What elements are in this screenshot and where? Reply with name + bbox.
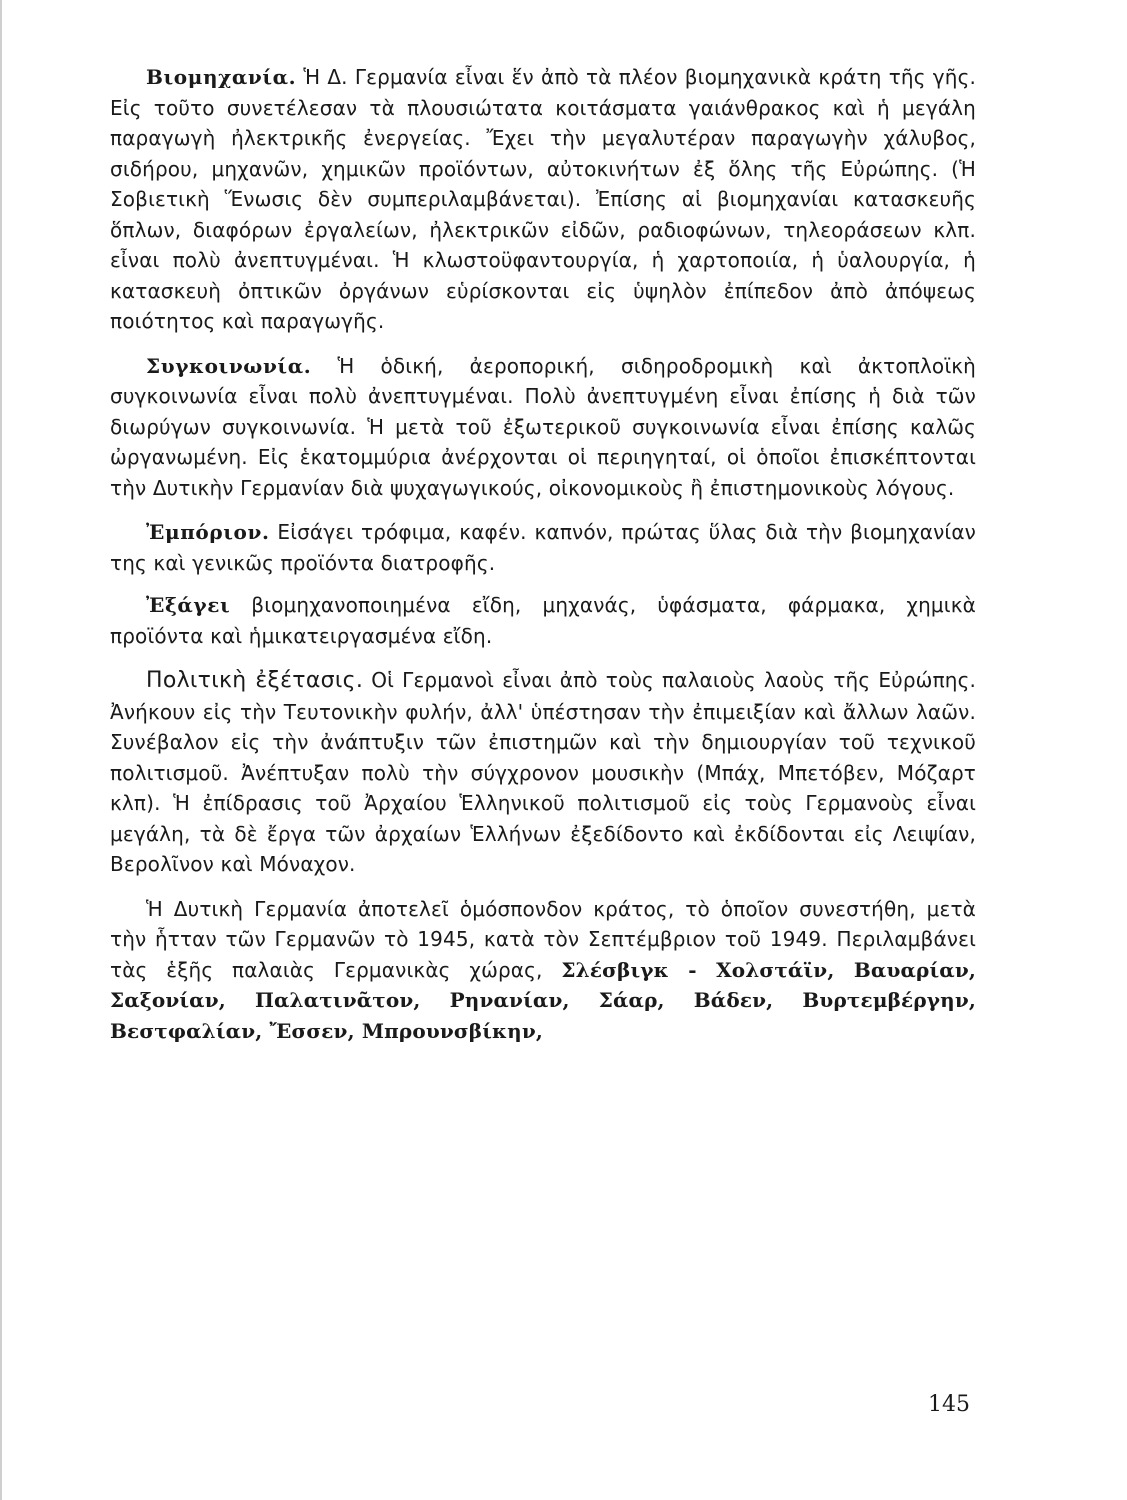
text-trade: Εἰσάγει τρόφιμα, καφέν. καπνόν, πρώτας ὕλας διὰ τὴν βιομηχανίαν της καὶ γενικῶς προϊόντα διατροφῆς. xyxy=(110,520,976,575)
heading-communication: Συγκοινωνία. xyxy=(146,353,312,378)
paragraph-exports xyxy=(110,590,976,651)
text-industry: Ἡ Δ. Γερμανία εἶναι ἕν ἀπὸ τὰ πλέον βιομηχανικὰ κράτη τῆς γῆς. Εἰς τοῦτο συνετέλεσαν τὰ πλουσιώτατα κοιτάσματα γαιάνθρακος καὶ ἡ μεγάλη παραγωγὴ ἠλεκτρικῆς ἐνεργείας. Ἔχει τὴν μεγαλυτέραν παραγωγὴν χάλυβος, σιδήρου, μηχανῶν, χημικῶν προϊόντων, αὐτοκινήτων ἐξ ὅλης τῆς Εὐρώπης. (Ἡ Σοβιετικὴ Ἕνωσις δὲν συμπεριλαμβάνεται). Ἐπίσης αἱ βιομηχανίαι κατασκευῆς ὅπλων, διαφόρων ἐργαλείων, ἠλεκτρικῶν εἰδῶν, ραδιοφώνων, τηλεοράσεων κλπ. εἶναι πολὺ ἀνεπτυγμέναι. Ἡ κλωστοϋφαντουργία, ἡ χαρτοποιία, ἡ ὑαλουργία, ἡ κατασκευὴ ὀπτικῶν ὀργάνων εὑρίσκονται εἰς ὑψηλὸν ἐπίπεδον ἀπὸ ἀπόψεως ποιότητος καὶ παραγωγῆς. xyxy=(110,65,976,333)
text-federal: Ἡ Δυτικὴ Γερμανία ἀποτελεῖ ὁμόσπονδον κράτος, τὸ ὁποῖον συνεστήθη, μετὰ τὴν ἧτταν τῶν Γερμανῶν τὸ 1945, κατὰ τὸν Σεπτέμβριον τοῦ 1949. Περιλαμβάνει τὰς ἑξῆς παλαιὰς Γερμανικὰς χώρας, xyxy=(110,896,976,982)
text-exports: βιομηχανοποιημένα εἴδη, μηχανάς, ὑφάσματα, φάρμακα, χημικὰ προϊόντα καὶ ἡμικατειργασμένα εἴδη. xyxy=(110,593,976,648)
page-number: 145 xyxy=(928,1392,970,1417)
heading-culture: Πολιτικὴ ἐξέτασις. xyxy=(146,668,364,693)
paragraph-culture xyxy=(110,665,976,880)
paragraph-industry xyxy=(110,62,976,337)
heading-exports: Ἐξάγει xyxy=(146,593,231,617)
page-body xyxy=(110,62,976,1060)
text-communication: Ἡ ὁδική, ἀεροπορική, σιδηροδρομικὴ καὶ ἀκτοπλοϊκὴ συγκοινωνία εἶναι πολὺ ἀνεπτυγμέναι. Πολὺ ἀνεπτυγμένη εἶναι ἐπίσης ἡ διὰ τῶν διωρύγων συγκοινωνία. Ἡ μετὰ τοῦ ἐξωτερικοῦ συγκοινωνία εἶναι ἐπίσης καλῶς ὠργανωμένη. Εἰς ἑκατομμύρια ἀνέρχονται οἱ περιηγηταί, οἱ ὁποῖοι ἐπισκέπτονται τὴν Δυτικὴν Γερμανίαν διὰ ψυχαγωγικούς, οἰκονομικοὺς ἢ ἐπιστημονικοὺς λόγους. xyxy=(110,353,976,500)
paragraph-federal xyxy=(110,894,976,1047)
paragraph-trade xyxy=(110,517,976,578)
heading-trade: Ἐμπόριον. xyxy=(146,520,270,544)
states-list: Σλέσβιγκ - Χολστάϊν, Βαυαρίαν, Σαξονίαν, Παλατινᾶτον, Ρηνανίαν, Σάαρ, Βάδεν, Βυρτεμβέργην, Βεστφαλίαν, Ἔσσεν, Μπρουνσβίκην, xyxy=(110,957,976,1043)
text-culture: Οἱ Γερμανοὶ εἶναι ἀπὸ τοὺς παλαιοὺς λαοὺς τῆς Εὐρώπης. Ἀνήκουν εἰς τὴν Τευτονικὴν φυλήν, ἀλλ' ὑπέστησαν τὴν ἐπιμειξίαν καὶ ἄλλων λαῶν. Συνέβαλον εἰς τὴν ἀνάπτυξιν τῶν ἐπιστημῶν καὶ τὴν δημιουργίαν τοῦ τεχνικοῦ πολιτισμοῦ. Ἀνέπτυξαν πολὺ τὴν σύγχρονον μουσικὴν (Μπάχ, Μπετόβεν, Μόζαρτ κλπ). Ἡ ἐπίδρασις τοῦ Ἀρχαίου Ἑλληνικοῦ πολιτισμοῦ εἰς τοὺς Γερμανοὺς εἶναι μεγάλη, τὰ δὲ ἔργα τῶν ἀρχαίων Ἑλλήνων ἐξεδίδοντο καὶ ἐκδίδονται εἰς Λειψίαν, Βερολῖνον καὶ Μόναχον. xyxy=(110,668,976,876)
paragraph-communication xyxy=(110,351,976,504)
page-edge xyxy=(0,0,2,1500)
heading-industry: Βιομηχανία. xyxy=(146,65,297,89)
